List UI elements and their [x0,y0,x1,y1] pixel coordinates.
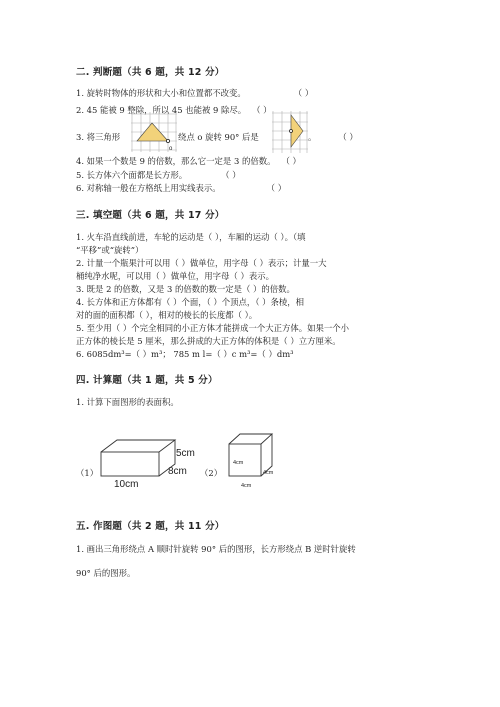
figure-1-label: （1） [76,468,99,478]
draw-q1-line-2: 90° 后的图形。 [76,568,136,578]
judge-q3-middle: 绕点 o 旋转 90° 后是 [178,132,259,142]
judge-q4 [76,155,301,167]
judge-q5-text: 5. 长方体六个面都是长方形。 [76,170,188,180]
draw-q1-line-1: 1. 画出三角形绕点 A 顺时针旋转 90° 后的图形，长方形绕点 B 逆时针旋转 [76,544,356,554]
calc-q1: 1. 计算下面图形的表面积。 [76,397,179,407]
fill-line-1: 1. 火车沿直线前进，车轮的运动是（ ），车厢的运动（ ）。（填 [76,232,306,242]
judge-q3-end [308,131,358,143]
figure-2-label: （2） [200,468,223,478]
rotation-point [166,139,169,142]
cube-edge-label-side: 4cm [263,470,274,476]
cuboid-figure [100,436,196,488]
judge-q3-prefix: 3. 将三角形 [76,132,121,142]
fill-line-9: 正方体的棱长是 5 厘米，那么拼成的大正方体的体积是（ ）立方厘米。 [76,336,341,346]
judge-q4-answer[interactable]: （ ） [281,156,301,166]
section-5-title: 五. 作图题（共 2 题，共 11 分） [76,521,225,532]
fill-line-6: 4. 长方体和正方体都有（ ）个面，（ ）个顶点，（ ）条棱，相 [76,297,304,307]
judge-q5-answer[interactable]: （ ） [221,170,241,180]
section-3-title: 三. 填空题（共 6 题，共 17 分） [76,210,225,221]
fill-line-2: “平移”或“旋转”） [76,245,144,255]
judge-q3-answer[interactable]: （ ） [338,132,358,142]
judge-q2-answer[interactable]: （ ） [252,105,272,115]
fill-line-3: 2. 计量一个瓶果汁可以用（ ）做单位，用字母（ ）表示；计量一大 [76,258,327,268]
judge-q6-answer[interactable]: （ ） [266,183,287,193]
section-4-title: 四. 计算题（共 1 题，共 5 分） [76,375,218,386]
fill-line-7: 对的面的面积都（ ），相对的棱长的长度都（ ）。 [76,310,258,320]
cube-edge-label-front: 4cm [233,460,244,466]
judge-q3 [76,131,120,143]
section-2-title: 二. 判断题（共 6 题，共 12 分） [76,67,225,78]
judge-q1-text: 1. 旋转时物体的形状和大小和位置都不改变。 [76,88,246,98]
judge-q6 [76,182,286,194]
triangle-grid-figure [131,112,177,152]
cube-edge-label-bottom: 4cm [241,483,252,489]
cuboid-height-label: 5cm [176,448,195,459]
judge-q3-period: 。 [308,132,317,142]
point-label: o [169,146,173,152]
rotated-triangle-grid-figure [272,111,308,153]
judge-q2-text: 2. 45 能被 9 整除，所以 45 也能被 9 除尽。 [76,105,247,115]
judge-q1 [76,87,313,99]
judge-q4-text: 4. 如果一个数是 9 的倍数，那么它一定是 3 的倍数。 [76,156,276,166]
fill-line-4: 桶纯净水呢，可以用（ ）做单位，用字母（ ）表示。 [76,271,274,281]
judge-q5 [76,169,241,181]
fill-line-5: 3. 既是 2 的倍数，又是 3 的倍数的数一定是（ ）的倍数。 [76,284,295,294]
cube-figure [226,430,276,492]
judge-q6-text: 6. 对称轴一般在方格纸上用实线表示。 [76,183,221,193]
fill-line-10: 6. 6085dm³=（ ）m³； 785 m l=（ ）c m³=（ ）dm³ [76,349,294,359]
fill-line-8: 5. 至少用（ ）个完全相同的小正方体才能拼成一个大正方体。如果一个小 [76,323,349,333]
cuboid-length-label: 10cm [114,479,139,488]
rotated-point [290,130,293,133]
cuboid-width-label: 8cm [168,466,187,477]
judge-q1-answer[interactable]: （ ） [293,88,314,98]
